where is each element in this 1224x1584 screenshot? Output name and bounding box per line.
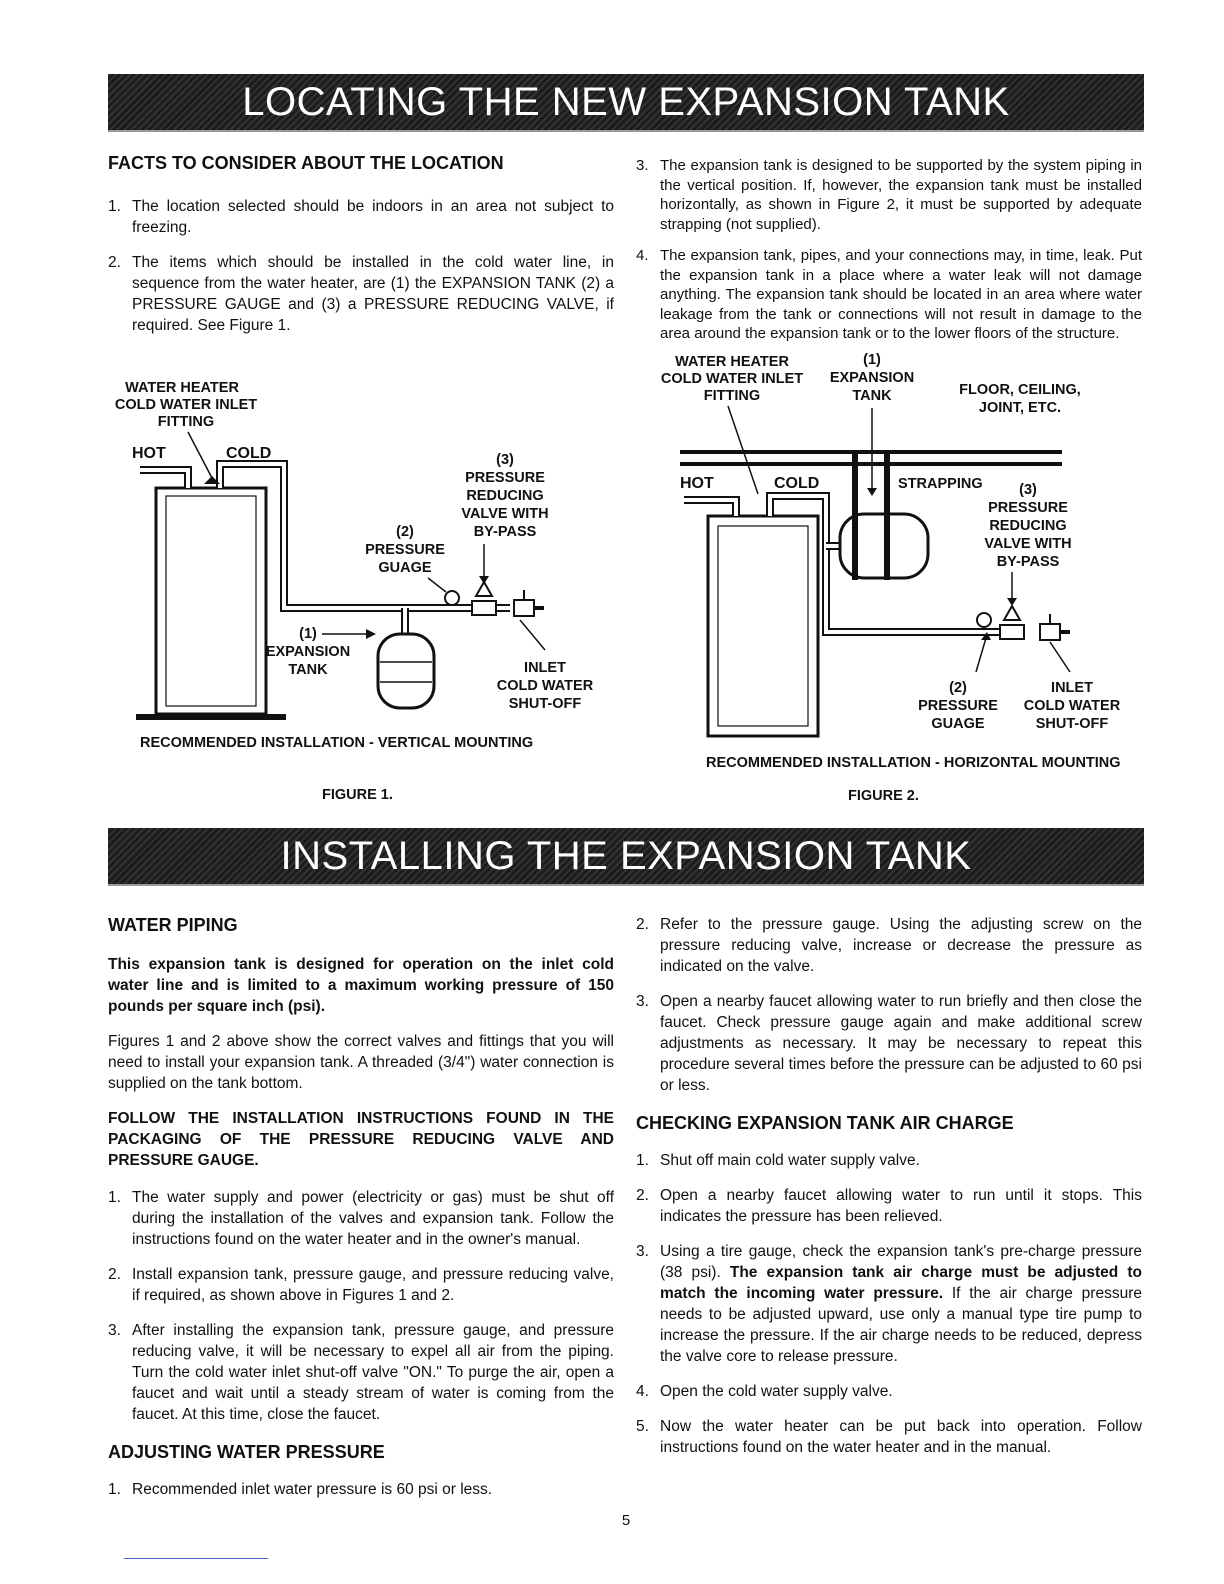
banner-rule bbox=[108, 884, 1144, 886]
pressure-gauge-icon bbox=[445, 591, 459, 605]
item-number: 2. bbox=[636, 916, 649, 933]
item-number: 5. bbox=[636, 1418, 649, 1435]
list-item bbox=[636, 1416, 1142, 1458]
design-note: This expansion tank is designed for operation on the inlet cold water line and is limited to a maximum working pressure of 150 pounds per square inch (psi). bbox=[108, 956, 614, 1015]
fig1-hot-label: HOT bbox=[132, 445, 166, 462]
item-number: 2. bbox=[108, 1266, 121, 1283]
list-item bbox=[636, 1241, 1142, 1367]
item-text: Open a nearby faucet allowing water to run briefly and then close the faucet. Check pressure gauge again and make additional screw adjustments as necessary. It may be necessary to repeat this procedure several times before the pressure can be adjusted to 60 psi or less. bbox=[660, 993, 1142, 1094]
figure-1-diagram bbox=[100, 372, 600, 732]
fig1-gauge-label-3: GUAGE bbox=[378, 560, 432, 576]
banner-rule bbox=[108, 130, 1144, 132]
fig2-heater-label-1: WATER HEATER bbox=[675, 354, 789, 370]
section-banner-installing bbox=[108, 828, 1144, 884]
fig1-tank-label-3: TANK bbox=[288, 662, 328, 678]
list-item bbox=[108, 1264, 614, 1306]
item-text: If the air charge pressure needs to be adjusted upward, use only a manual type tire pump to increase the pressure. If the air charge needs to be reduced, depress the valve core to release pressure. bbox=[660, 1285, 1142, 1365]
item-text: Refer to the pressure gauge. Using the adjusting screw on the pressure reducing valve, increase or decrease the pressure as indicated on the valve. bbox=[660, 916, 1142, 975]
item-text: Open the cold water supply valve. bbox=[660, 1383, 893, 1400]
shutoff-valve-icon bbox=[514, 600, 534, 616]
fig2-gauge-label-2: PRESSURE bbox=[918, 698, 998, 714]
adjusting-heading: ADJUSTING WATER PRESSURE bbox=[108, 1442, 385, 1462]
section-title: LOCATING THE NEW EXPANSION TANK bbox=[242, 80, 1010, 124]
fig1-gauge-label-1: (2) bbox=[396, 524, 414, 540]
fig2-inlet-label-3: SHUT-OFF bbox=[1035, 716, 1109, 732]
item-text: Now the water heater can be put back into operation. Follow instructions found on the water heater and in the manual. bbox=[660, 1418, 1142, 1456]
checking-heading: CHECKING EXPANSION TANK AIR CHARGE bbox=[636, 1113, 1014, 1133]
item-number: 3. bbox=[108, 1322, 121, 1339]
expansion-tank-icon bbox=[378, 634, 434, 708]
list-item bbox=[636, 914, 1142, 977]
item-number: 3. bbox=[636, 1243, 649, 1260]
list-item bbox=[108, 1320, 614, 1425]
figure-1-subcaption: RECOMMENDED INSTALLATION - VERTICAL MOUNTING bbox=[140, 735, 534, 751]
ceiling-joist bbox=[680, 450, 1062, 454]
water-piping-column bbox=[108, 914, 614, 1500]
fig2-strapping-label: STRAPPING bbox=[898, 476, 983, 492]
list-item bbox=[636, 1150, 1142, 1171]
fig1-prv-label-5: BY-PASS bbox=[473, 524, 537, 540]
item-number: 1. bbox=[108, 198, 121, 215]
fig1-inlet-label-2: COLD WATER bbox=[496, 678, 594, 694]
fig2-hot-label: HOT bbox=[680, 475, 714, 492]
shutoff-valve-icon bbox=[1040, 624, 1060, 640]
figure-1-caption: FIGURE 1. bbox=[322, 787, 393, 803]
water-heater-icon bbox=[156, 488, 266, 714]
leader-line bbox=[976, 638, 986, 672]
item-text: The expansion tank is designed to be supported by the system piping in the vertical position. If, however, the expansion tank must be installed horizontally, as shown in Figure 2, it must be supported by adequate strapping (not supplied). bbox=[660, 157, 1142, 233]
fig2-prv-label-5: BY-PASS bbox=[996, 554, 1060, 570]
fig2-gauge-label-3: GUAGE bbox=[931, 716, 985, 732]
follow-note: FOLLOW THE INSTALLATION INSTRUCTIONS FOUND IN THE PACKAGING OF THE PRESSURE REDUCING VALVE AND PRESSURE GAUGE. bbox=[108, 1110, 614, 1169]
item-number: 3. bbox=[636, 993, 649, 1010]
item-text: The items which should be installed in the cold water line, in sequence from the water heater, are (1) the EXPANSION TANK (2) a PRESSURE GAUGE and (3) a PRESSURE REDUCING VALVE, if required. See Figure 1. bbox=[132, 254, 614, 334]
fig2-inlet-label-1: INLET bbox=[1051, 680, 1093, 696]
facts-column-right bbox=[636, 156, 1142, 344]
fig1-tank-label-2: EXPANSION bbox=[265, 644, 351, 660]
reducing-valve-icon bbox=[476, 582, 492, 596]
fig2-tank-label-1: (1) bbox=[863, 352, 881, 368]
item-number: 1. bbox=[108, 1189, 121, 1206]
figure-2-subcaption: RECOMMENDED INSTALLATION - HORIZONTAL MOUNTING bbox=[706, 755, 1121, 771]
list-item bbox=[636, 156, 1142, 234]
section-title: INSTALLING THE EXPANSION TANK bbox=[280, 834, 972, 878]
fig2-floor-label-1: FLOOR, CEILING, bbox=[959, 382, 1081, 398]
fig2-prv-label-2: PRESSURE bbox=[988, 500, 1068, 516]
item-number: 4. bbox=[636, 1383, 649, 1400]
leader-line bbox=[428, 578, 446, 592]
list-item bbox=[108, 196, 614, 238]
figure-2-caption: FIGURE 2. bbox=[848, 788, 919, 804]
floor-base bbox=[136, 714, 286, 720]
figure-2-diagram bbox=[640, 346, 1140, 738]
fig1-prv-label-4: VALVE WITH bbox=[461, 506, 549, 522]
item-text: The water supply and power (electricity or gas) must be shut off during the installation of the valves and expansion tank. Follow the instructions found on the water heater and in the owner's manual. bbox=[132, 1189, 614, 1248]
fig2-tank-label-2: EXPANSION bbox=[829, 370, 915, 386]
item-text: Install expansion tank, pressure gauge, and pressure reducing valve, if required, as shown above in Figures 1 and 2. bbox=[132, 1266, 614, 1304]
fig1-tank-label-1: (1) bbox=[299, 626, 317, 642]
item-text: Open a nearby faucet allowing water to run until it stops. This indicates the pressure has been relieved. bbox=[660, 1187, 1142, 1225]
fig1-inlet-label-1: INLET bbox=[524, 660, 566, 676]
item-number: 1. bbox=[636, 1152, 649, 1169]
item-text: After installing the expansion tank, pressure gauge, and pressure reducing valve, it will be necessary to expel all air from the piping. Turn the cold water inlet shut-off valve "ON." To purge the air, open a faucet and wait until a steady stream of water is coming from the faucet. At this time, close the faucet. bbox=[132, 1322, 614, 1423]
pressure-gauge-icon bbox=[977, 613, 991, 627]
fig1-prv-label-1: (3) bbox=[496, 452, 514, 468]
item-text: Shut off main cold water supply valve. bbox=[660, 1152, 920, 1169]
section-banner-locating bbox=[108, 74, 1144, 130]
fig1-gauge-label-2: PRESSURE bbox=[365, 542, 445, 558]
item-text-bold: The expansion tank air charge must be adjusted to match the incoming water pressure. bbox=[660, 1264, 1142, 1302]
fig1-inlet-label-3: SHUT-OFF bbox=[508, 696, 582, 712]
fig2-gauge-label-1: (2) bbox=[949, 680, 967, 696]
item-number: 3. bbox=[636, 157, 649, 174]
fig1-heater-label-3: FITTING bbox=[157, 414, 215, 430]
fig1-heater-label-1: WATER HEATER bbox=[125, 380, 239, 396]
facts-column-left bbox=[108, 152, 614, 336]
list-item bbox=[108, 252, 614, 336]
water-heater-icon bbox=[708, 516, 818, 736]
list-item bbox=[636, 1381, 1142, 1402]
facts-heading: FACTS TO CONSIDER ABOUT THE LOCATION bbox=[108, 153, 504, 173]
list-item bbox=[636, 1185, 1142, 1227]
fig2-prv-label-4: VALVE WITH bbox=[984, 536, 1072, 552]
item-number: 2. bbox=[108, 254, 121, 271]
item-text: Using a tire gauge, check the expansion tank's pre-charge pressure (38 psi). bbox=[660, 1243, 1142, 1281]
fig2-floor-label-2: JOINT, ETC. bbox=[978, 400, 1062, 416]
figures-note: Figures 1 and 2 above show the correct valves and fittings that you will need to install your expansion tank. A threaded (3/4") water connection is supplied on the tank bottom. bbox=[108, 1033, 614, 1092]
item-number: 4. bbox=[636, 247, 649, 264]
fig2-heater-label-3: FITTING bbox=[703, 388, 761, 404]
fig1-prv-label-2: PRESSURE bbox=[465, 470, 545, 486]
list-item bbox=[636, 991, 1142, 1096]
item-text: The expansion tank, pipes, and your connections may, in time, leak. Put the expansion tank in a place where a water leak will not damage anything. The expansion tank should be located in an area where water leakage from the tank or connections will not result in damage to the area around the expansion tank or to the lower floors of the structure. bbox=[660, 247, 1142, 342]
item-text: The location selected should be indoors in an area not subject to freezing. bbox=[132, 198, 614, 236]
item-number: 1. bbox=[108, 1481, 121, 1498]
fig2-prv-label-1: (3) bbox=[1019, 482, 1037, 498]
reducing-valve-icon bbox=[1004, 606, 1020, 620]
water-piping-heading: WATER PIPING bbox=[108, 915, 238, 935]
fig2-inlet-label-2: COLD WATER bbox=[1023, 698, 1121, 714]
list-item bbox=[108, 1479, 614, 1500]
fig1-heater-label-2: COLD WATER INLET bbox=[114, 397, 258, 413]
page-number: 5 bbox=[621, 1512, 631, 1529]
fig1-prv-label-3: REDUCING bbox=[466, 488, 544, 504]
leader-line bbox=[1050, 642, 1070, 672]
fig1-cold-label: COLD bbox=[226, 445, 272, 462]
fig2-tank-label-3: TANK bbox=[852, 388, 892, 404]
fig2-cold-label: COLD bbox=[774, 475, 820, 492]
list-item bbox=[636, 246, 1142, 344]
item-text: Recommended inlet water pressure is 60 psi or less. bbox=[132, 1481, 493, 1498]
leader-line bbox=[520, 620, 545, 650]
fig2-prv-label-3: REDUCING bbox=[989, 518, 1067, 534]
list-item bbox=[108, 1187, 614, 1250]
adjusting-column bbox=[636, 914, 1142, 1458]
item-number: 2. bbox=[636, 1187, 649, 1204]
footer-rule bbox=[124, 1558, 268, 1559]
fig2-heater-label-2: COLD WATER INLET bbox=[660, 371, 804, 387]
